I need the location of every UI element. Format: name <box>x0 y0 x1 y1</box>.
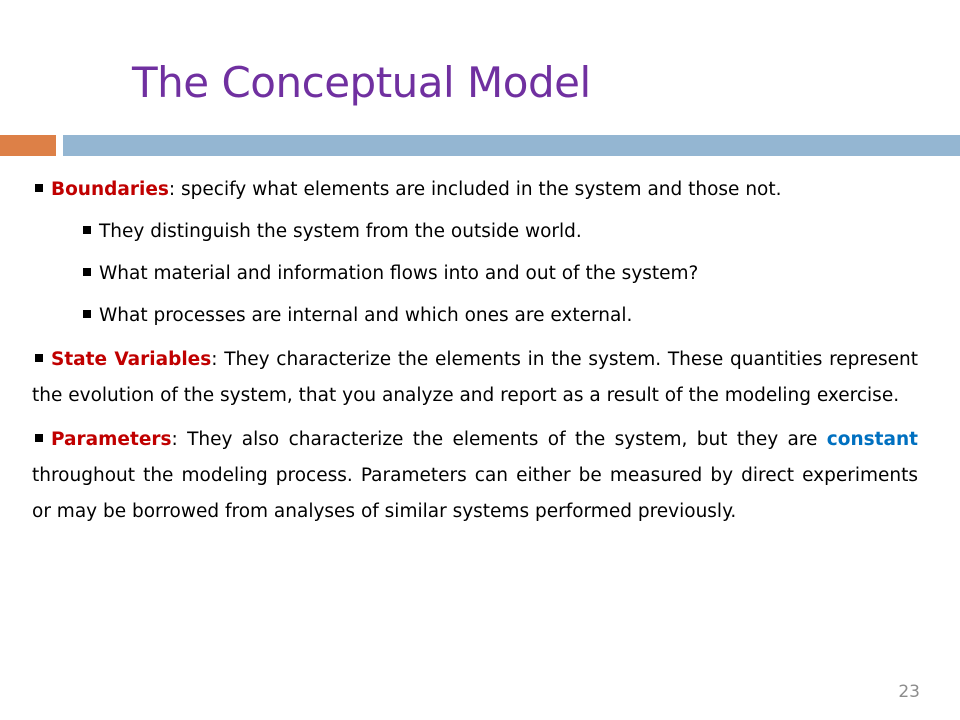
bullet-square-icon <box>35 434 43 442</box>
bullet-text: throughout the modeling process. Parameters can either be measured by direct experiments or may be borrowed from analyses of similar systems performed previously. <box>32 465 918 522</box>
bullet-square-icon <box>35 354 43 362</box>
sub-bullet <box>32 256 918 292</box>
slide-title: The Conceptual Model <box>132 58 591 107</box>
sub-bullet-text: What processes are internal and which ones are external. <box>99 305 633 326</box>
bullet-square-icon <box>83 310 91 318</box>
accent-bar-orange <box>0 135 56 156</box>
page-number: 23 <box>898 682 920 702</box>
bullet-square-icon <box>83 268 91 276</box>
bullet-text: : They characterize the elements in the system. These quantities represent the evolution of the system, that you analyze and report as a result of the modeling exercise. <box>32 349 918 406</box>
term-boundaries: Boundaries <box>51 179 169 200</box>
term-state-variables: State Variables <box>51 349 212 370</box>
bullet-parameters <box>32 422 918 530</box>
emphasis-constant: constant <box>826 429 918 450</box>
bullet-text: : specify what elements are included in the system and those not. <box>168 179 782 200</box>
bullet-text: : They also characterize the elements of the system, but they are <box>171 429 827 450</box>
sub-bullet <box>32 214 918 250</box>
slide-content <box>32 172 918 530</box>
bullet-square-icon <box>35 184 43 192</box>
bullet-state-variables <box>32 342 918 414</box>
sub-bullet-text: They distinguish the system from the outside world. <box>99 221 582 242</box>
bullet-square-icon <box>83 226 91 234</box>
sub-bullet <box>32 298 918 334</box>
term-parameters: Parameters <box>51 429 172 450</box>
sub-bullet-text: What material and information flows into and out of the system? <box>99 263 699 284</box>
accent-bar-blue <box>63 135 960 156</box>
bullet-boundaries <box>32 172 918 208</box>
